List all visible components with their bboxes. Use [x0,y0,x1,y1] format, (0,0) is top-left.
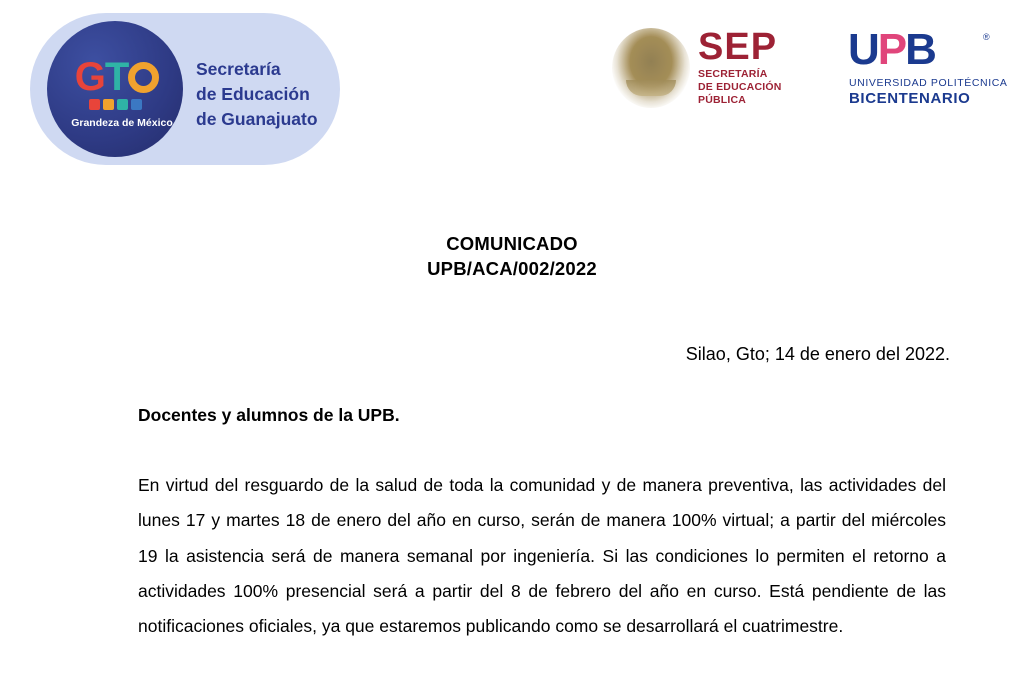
registered-trademark-icon: ® [983,32,990,42]
upb-wordmark: UPB [848,25,935,74]
page-title: COMUNICADO [446,233,578,254]
mexican-coat-of-arms-icon [612,28,690,108]
sep-wordmark: SEP [698,26,778,68]
gto-wordmark: GT [59,57,175,97]
document-header [0,0,1024,190]
document-body [0,232,1024,645]
gto-color-dots [89,97,147,110]
gto-text-line-3: de Guanajuato [196,108,318,129]
sep-logo [612,28,812,114]
document-reference: UPB/ACA/002/2022 [427,257,597,279]
place-and-date: Silao, Gto; 14 de enero del 2022. [685,343,950,364]
upb-university-name: UNIVERSIDAD POLITÉCNICA [849,77,1008,89]
body-paragraph: En virtud del resguardo de la salud de toda la comunidad y de manera preventiva, las actividades del lunes 17 y martes 18 de enero del año en curso, serán de manera 100% virtual; a partir del miércoles 19 la asistencia será de manera semanal por ingeniería. Si las condiciones lo permiten el retorno a actividades 100% presencial será a partir del 8 de febrero del año en curso. Está pendiente de las notificaciones oficiales, ya que estaremos publicando como se desarrollará el cuatrimestre. [138,474,946,637]
gto-secretaria-text [196,57,318,132]
sep-subtitle-line-1: SECRETARÍA [698,68,768,80]
sep-subtitle [698,68,782,106]
gto-tagline: Grandeza de México [71,117,173,129]
gto-circle-badge [47,21,183,157]
addressee: Docentes y alumnos de la UPB. [138,404,400,425]
upb-campus-name: BICENTENARIO [849,90,971,107]
upb-logo [848,25,1008,114]
gto-text-line-2: de Educación [196,83,310,104]
sep-subtitle-line-3: PÚBLICA [698,93,747,106]
document-title-block [72,232,952,282]
sep-subtitle-line-2: DE EDUCACIÓN [698,80,782,93]
gto-text-line-1: Secretaría [196,59,281,79]
gto-logo [30,13,340,165]
